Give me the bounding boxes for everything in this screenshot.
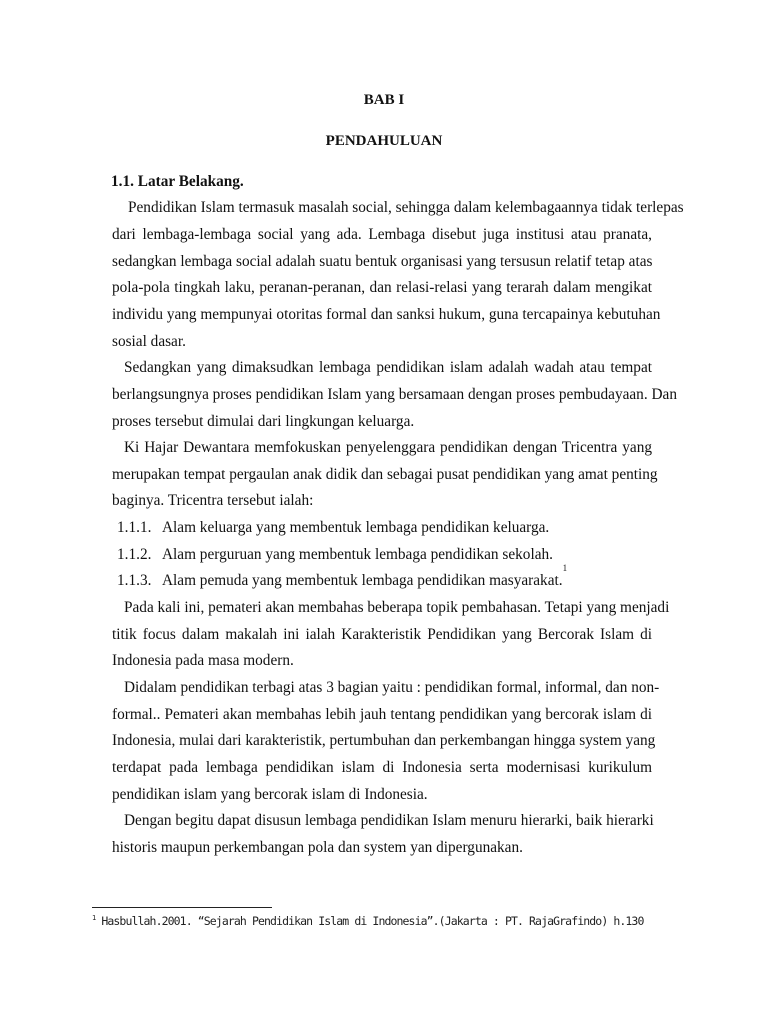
text-line: berlangsungnya proses pendidikan Islam yang bersamaan dengan proses pembudayaan. Dan	[112, 385, 677, 403]
text-line: Pendidikan Islam termasuk masalah social, sehingga dalam kelembagaannya tidak terlepas	[128, 199, 684, 217]
tricentra-list	[112, 515, 652, 595]
text-line: pola-pola tingkah laku, peranan-peranan, dan relasi-relasi yang terarah dalam mengikat	[112, 279, 652, 297]
text-line: formal.. Pemateri akan membahas lebih jauh tentang pendidikan yang bercorak islam di	[112, 705, 652, 723]
text-line: Pada kali ini, pemateri akan membahas beberapa topik pembahasan. Tetapi yang menjadi	[124, 599, 670, 617]
text-line: Indonesia, mulai dari karakteristik, pertumbuhan dan perkembangan hingga system yang	[112, 732, 656, 750]
footnote-reference[interactable]: 1	[562, 563, 568, 574]
document-body	[111, 169, 684, 862]
section-heading: 1.1. Latar Belakang.	[111, 172, 244, 190]
text-line: sedangkan lembaga social adalah suatu bentuk organisasi yang tersusun relatif tetap atas	[112, 252, 653, 270]
list-item	[112, 563, 652, 595]
list-number: 1.1.2.	[117, 545, 152, 563]
text-line: Indonesia pada masa modern.	[112, 652, 294, 670]
list-item	[112, 515, 652, 542]
footnote	[92, 914, 643, 928]
footnote-mark: 1	[92, 914, 96, 922]
paragraph-5	[112, 675, 660, 808]
paragraph-1	[112, 195, 684, 355]
text-line: titik focus dalam makalah ini ialah Karakteristik Pendidikan yang Bercorak Islam di	[112, 625, 652, 643]
text-line: merupakan tempat pergaulan anak didik dan sebagai pusat pendidikan yang amat penting	[112, 465, 658, 483]
paragraph-4	[112, 595, 670, 675]
text-line: Didalam pendidikan terbagi atas 3 bagian yaitu : pendidikan formal, informal, dan non-	[124, 679, 660, 697]
paragraph-3	[112, 435, 658, 515]
chapter-number: BAB I	[363, 92, 405, 108]
paragraph-2	[112, 355, 677, 435]
list-text: Alam keluarga yang membentuk lembaga pendidikan keluarga.	[162, 519, 550, 537]
text-line: dari lembaga-lembaga social yang ada. Lembaga disebut juga institusi atau pranata,	[112, 225, 652, 243]
list-text: Alam perguruan yang membentuk lembaga pendidikan sekolah.	[162, 545, 553, 563]
chapter-title: PENDAHULUAN	[325, 133, 443, 149]
list-number: 1.1.3.	[117, 572, 152, 590]
paragraph-6	[112, 808, 652, 861]
text-line: pendidikan islam yang bercorak islam di Indonesia.	[112, 785, 428, 803]
list-text: Alam pemuda yang membentuk lembaga pendidikan masyarakat.	[162, 572, 563, 590]
text-line: baginya. Tricentra tersebut ialah:	[112, 492, 314, 510]
list-item	[112, 542, 652, 569]
footnote-separator	[92, 907, 272, 908]
text-line: individu yang mempunyai otoritas formal dan sanksi hukum, guna tercapainya kebutuhan	[112, 305, 661, 323]
text-line: Dengan begitu dapat disusun lembaga pendidikan Islam menuru hierarki, baik hierarki	[124, 812, 654, 830]
text-line: historis maupun perkembangan pola dan system yan dipergunakan.	[112, 839, 523, 856]
text-line: terdapat pada lembaga pendidikan islam di Indonesia serta modernisasi kurikulum	[112, 759, 652, 777]
footnote-text: Hasbullah.2001. “Sejarah Pendidikan Islam di Indonesia”.(Jakarta : PT. RajaGrafindo) h.130	[101, 914, 644, 928]
text-line: Sedangkan yang dimaksudkan lembaga pendidikan islam adalah wadah atau tempat	[124, 359, 652, 377]
list-number: 1.1.1.	[117, 519, 152, 537]
text-line: proses tersebut dimulai dari lingkungan keluarga.	[112, 412, 415, 430]
text-line: sosial dasar.	[112, 332, 186, 350]
text-line: Ki Hajar Dewantara memfokuskan penyelenggara pendidikan dengan Tricentra yang	[124, 439, 652, 457]
